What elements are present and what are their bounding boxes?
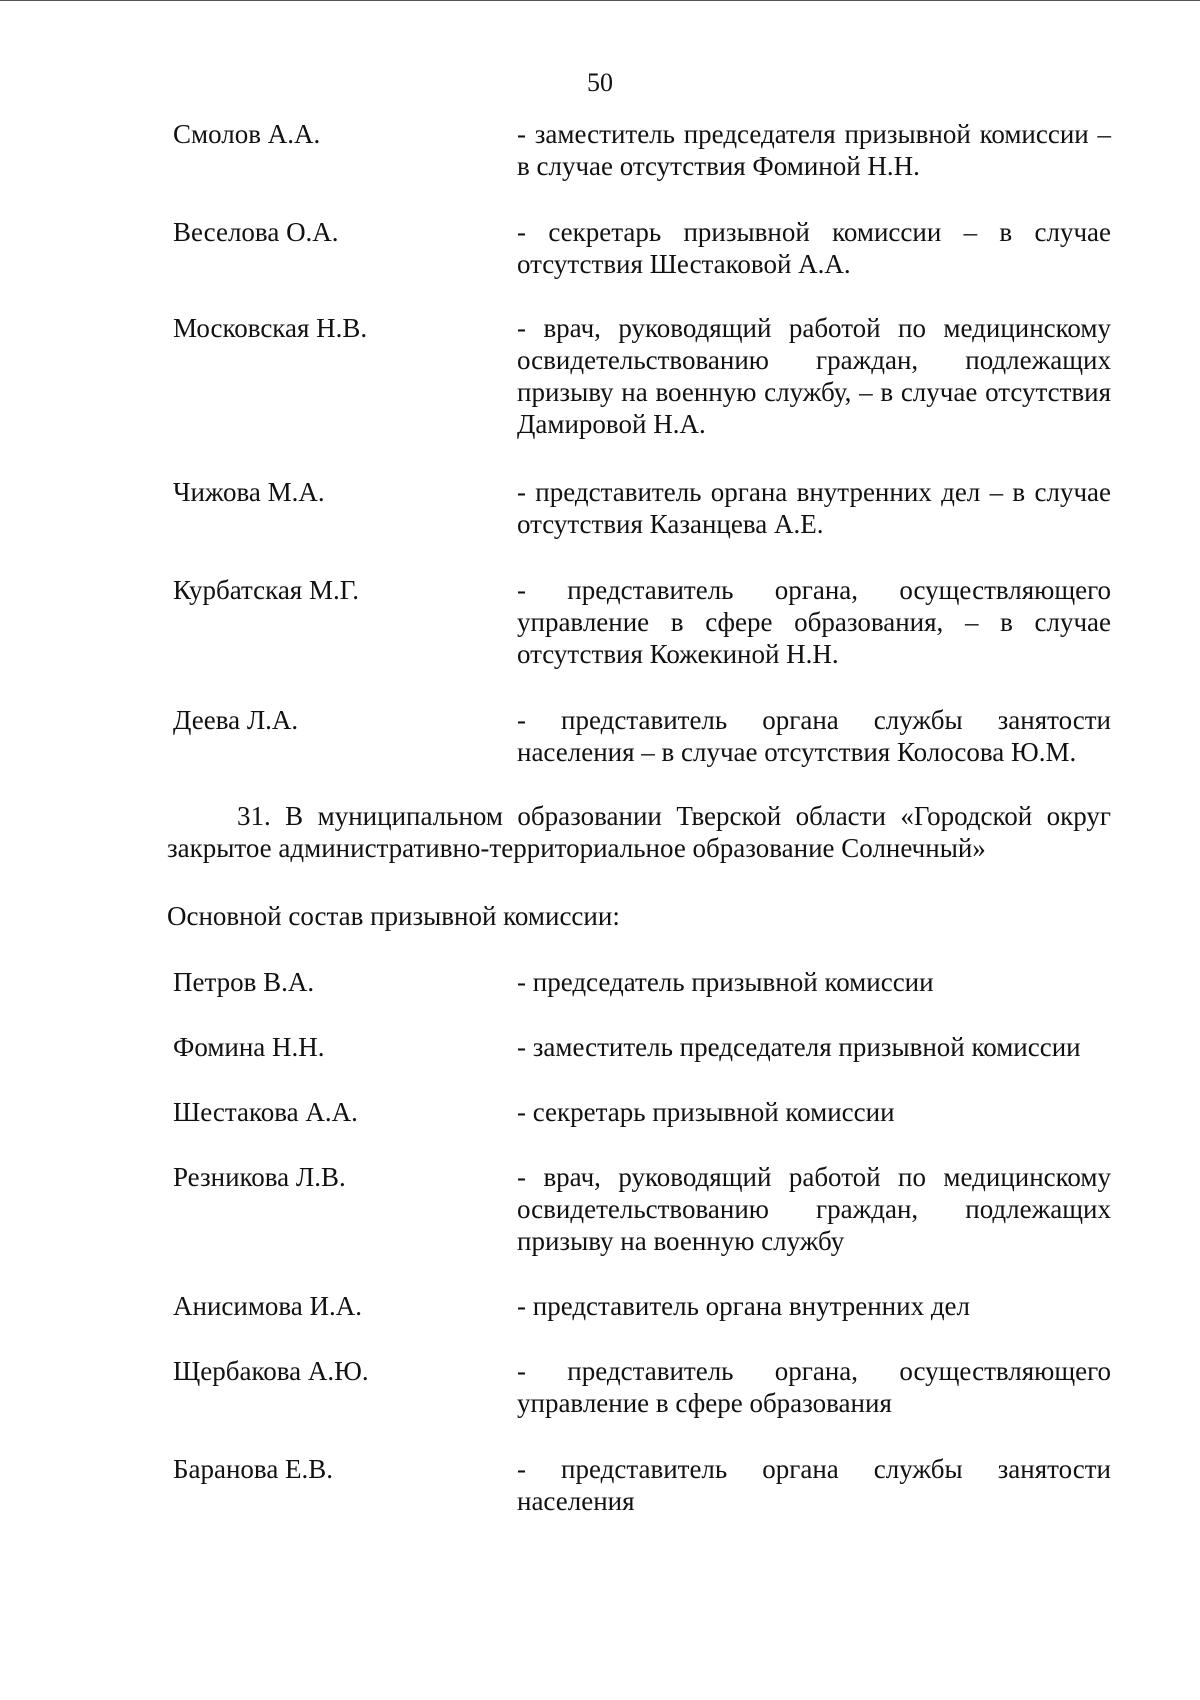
member-role: - врач, руководящий работой по медицинскому освидетельствованию граждан, подлежащих призыву на военную службу: [517, 1162, 1111, 1256]
page-number: 50: [587, 68, 613, 97]
member-role: - представитель органа службы занятости населения: [517, 1454, 1111, 1516]
member-role: - представитель органа внутренних дел: [517, 1291, 971, 1321]
member-name: Чижова М.А.: [173, 477, 325, 507]
member-role: - заместитель председателя призывной комиссии – в случае отсутствия Фоминой Н.Н.: [517, 119, 1111, 181]
member-name: Резникова Л.В.: [173, 1162, 346, 1192]
member-name: Курбатская М.Г.: [173, 575, 360, 605]
member-name: Смолов А.А.: [173, 119, 321, 149]
member-role: - представитель органа внутренних дел – в случае отсутствия Казанцева А.Е.: [517, 477, 1111, 539]
member-role: - заместитель председателя призывной комиссии: [517, 1032, 1081, 1062]
section-31-paragraph: 31. В муниципальном образовании Тверской области «Городской округ закрытое административно-территориальное образование Солнечный»: [167, 801, 1111, 863]
member-role: - секретарь призывной комиссии: [517, 1097, 895, 1127]
member-name: Московская Н.В.: [173, 313, 368, 343]
member-role: - врач, руководящий работой по медицинскому освидетельствованию граждан, подлежащих призыву на военную службу, – в случае отсутствия Дамировой Н.А.: [517, 313, 1111, 439]
member-name: Щербакова А.Ю.: [173, 1356, 369, 1386]
member-name: Веселова О.А.: [173, 217, 339, 247]
member-role: - секретарь призывной комиссии – в случае отсутствия Шестаковой А.А.: [517, 217, 1111, 279]
member-role: - председатель призывной комиссии: [517, 967, 934, 997]
member-role: - представитель органа, осуществляющего управление в сфере образования: [517, 1356, 1111, 1418]
page-top-border: [0, 0, 1200, 1]
member-name: Деева Л.А.: [173, 705, 299, 735]
member-name: Баранова Е.В.: [173, 1454, 334, 1484]
member-role: - представитель органа службы занятости населения – в случае отсутствия Колосова Ю.М.: [517, 705, 1111, 767]
member-name: Шестакова А.А.: [173, 1097, 358, 1127]
member-name: Анисимова И.А.: [173, 1291, 363, 1321]
member-name: Фомина Н.Н.: [173, 1032, 325, 1062]
member-role: - представитель органа, осуществляющего управление в сфере образования, – в случае отсутствия Кожекиной Н.Н.: [517, 575, 1111, 669]
main-composition-heading: Основной состав призывной комиссии:: [167, 901, 620, 931]
member-name: Петров В.А.: [173, 967, 315, 997]
